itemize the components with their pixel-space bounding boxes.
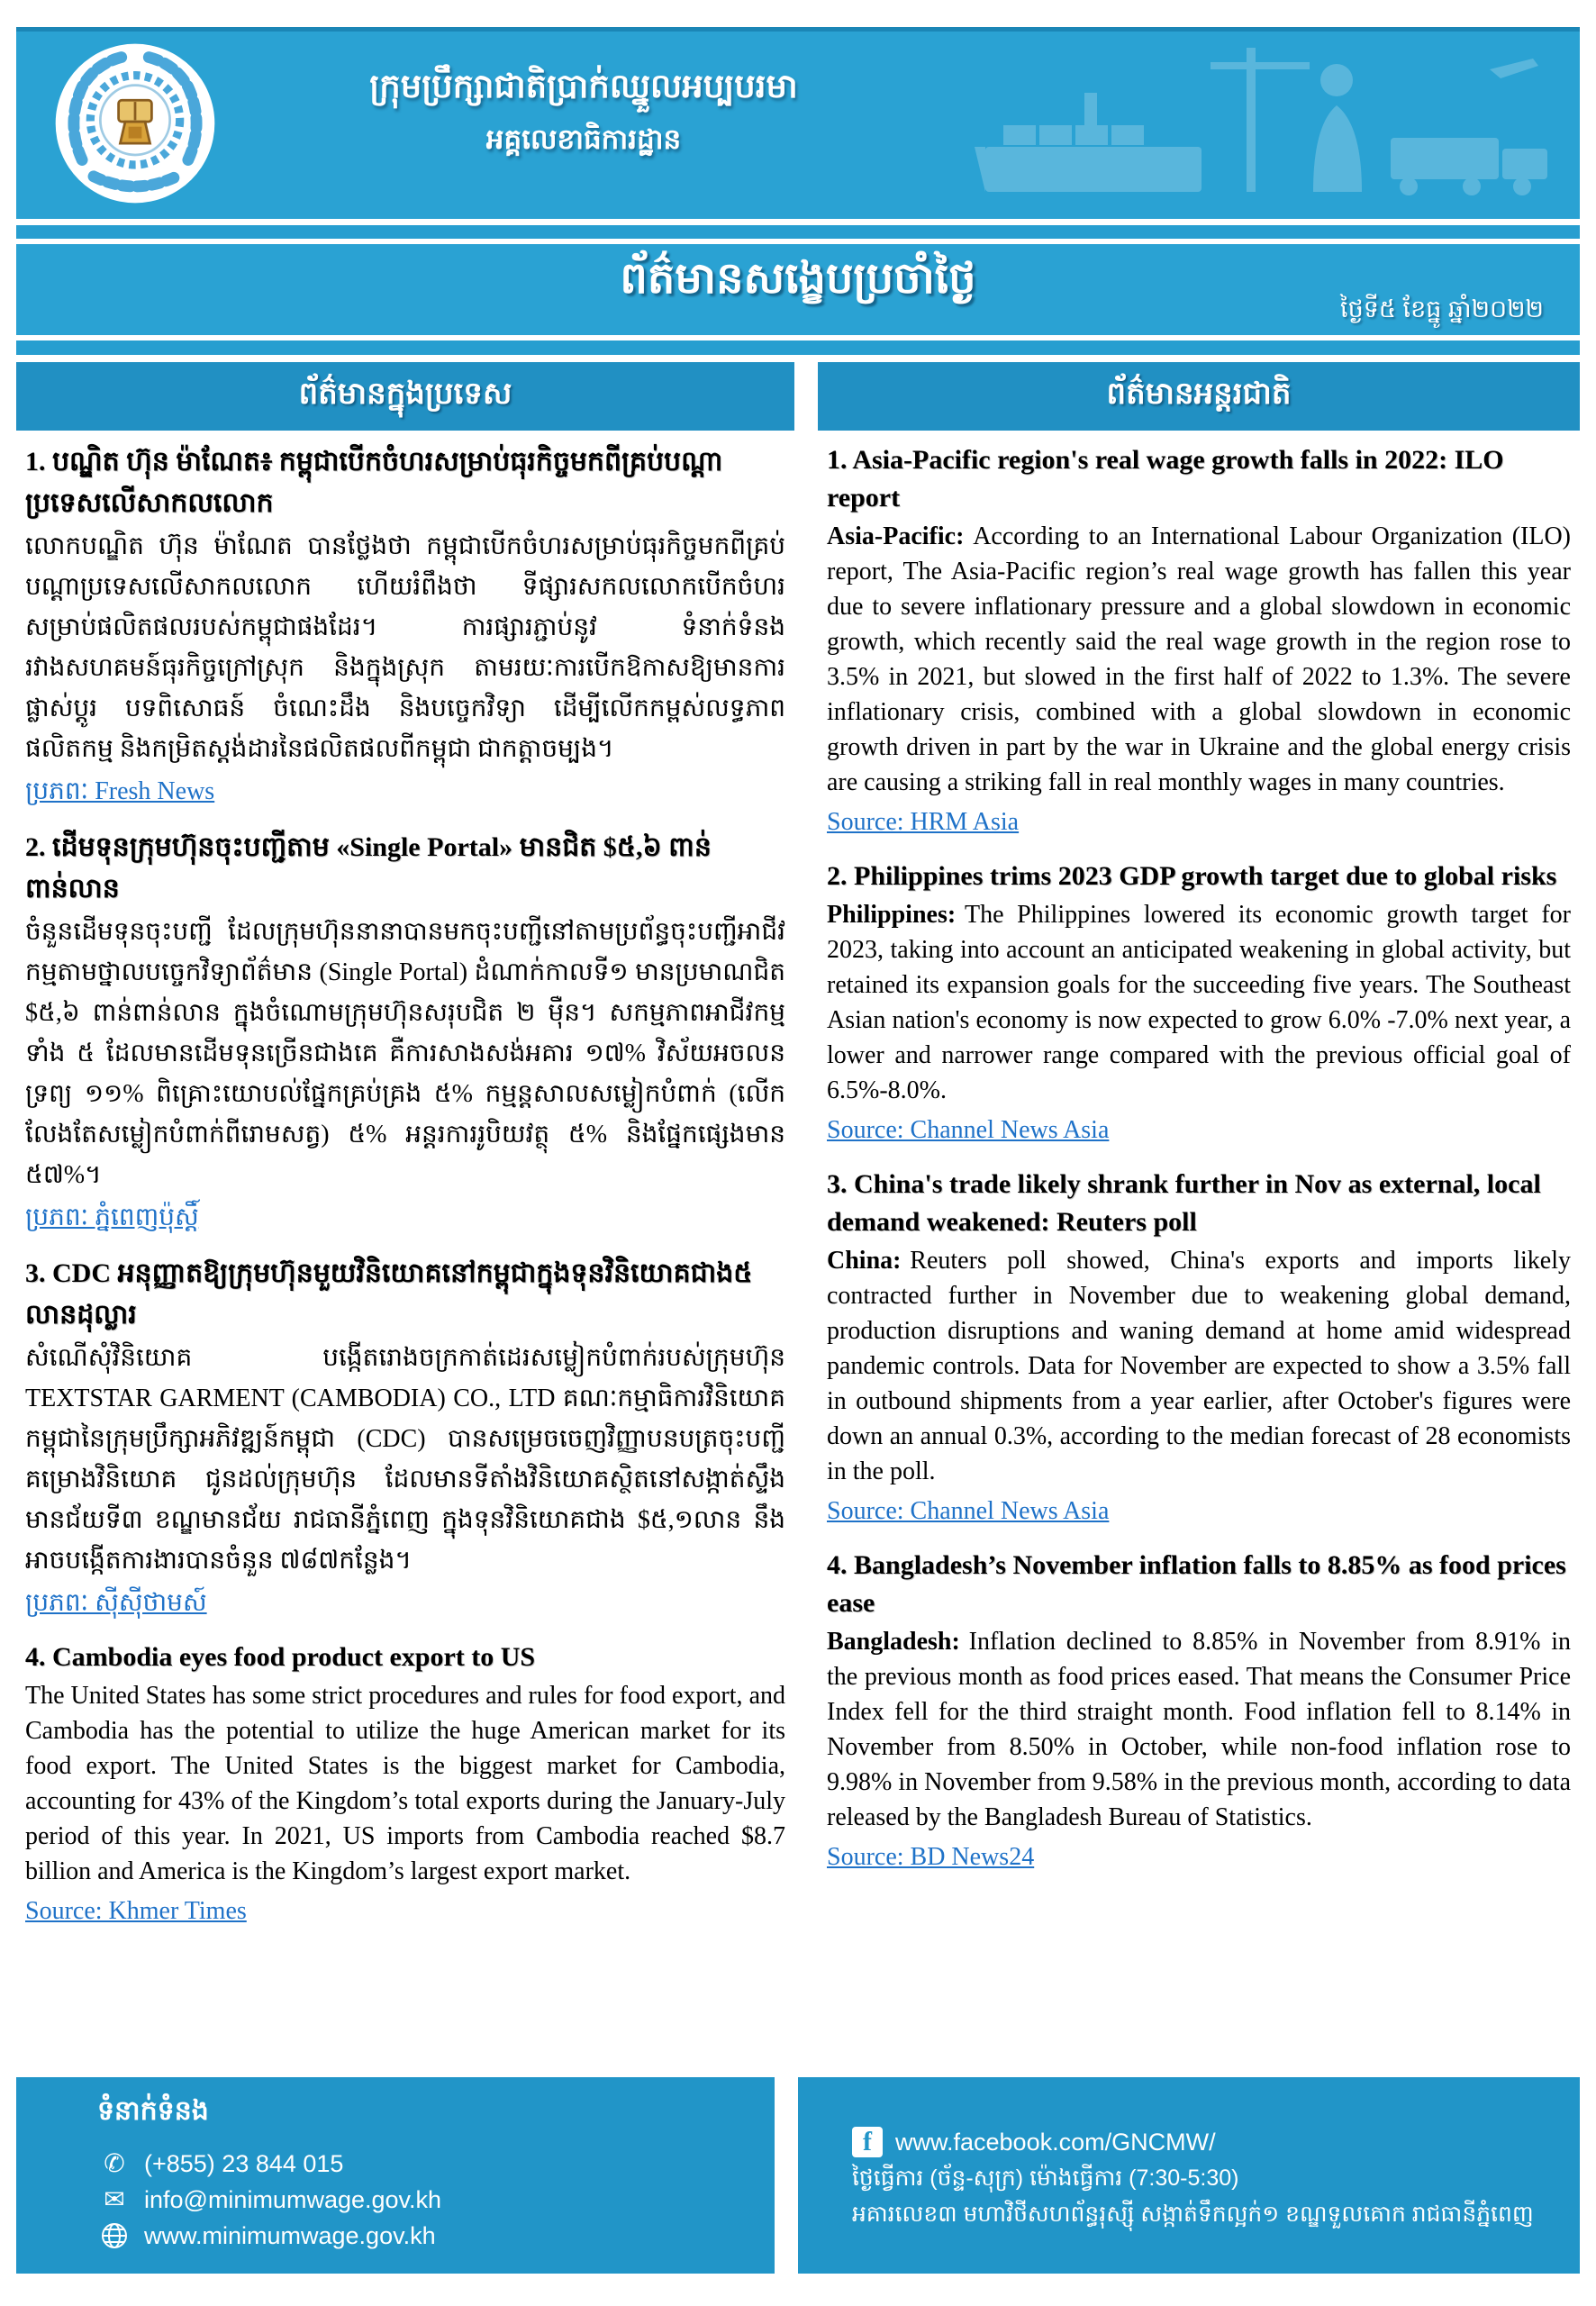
globe-icon — [97, 2222, 131, 2249]
article-lead: China: — [827, 1247, 902, 1275]
website-url[interactable]: www.minimumwage.gov.kh — [144, 2222, 436, 2249]
domestic-article-2 — [16, 827, 794, 1246]
article-source-link[interactable]: Source: HRM Asia — [827, 808, 1020, 836]
article-source-link[interactable]: ប្រភពៈ Fresh News — [25, 777, 215, 805]
domestic-news-header: ព័ត៌មានក្នុងប្រទេស — [16, 362, 794, 431]
email-row — [97, 2182, 775, 2218]
port-silhouette-graphic — [949, 39, 1580, 219]
article-title: 2. Philippines trims 2023 GDP growth target due to global risks — [827, 861, 1557, 891]
domestic-article-4 — [16, 1639, 794, 1939]
article-body — [827, 1624, 1571, 1835]
facebook-url[interactable]: www.facebook.com/GNCMW/ — [895, 2129, 1216, 2156]
international-article-4 — [818, 1547, 1580, 1885]
article-title: 3. China's trade likely shrank further in Nov as external, local demand weakened: Reuters poll — [827, 1169, 1541, 1237]
org-name-line2: អគ្គលេខាធិការដ្ឋាន — [485, 123, 682, 155]
article-title: 3. CDC អនុញ្ញាតឱ្យក្រុមហ៊ុនមួយវិនិយោគនៅកម្ពុជាក្នុងទុនវិនិយោគជាង៥ លានដុល្លារ — [25, 1258, 753, 1330]
international-news-header: ព័ត៌មានអន្តរជាតិ — [818, 362, 1580, 431]
phone-number: (+855) 23 844 015 — [144, 2150, 344, 2177]
website-row — [97, 2218, 775, 2254]
article-body — [827, 1243, 1571, 1489]
footer-social-block — [798, 2077, 1580, 2274]
org-logo-emblem — [52, 41, 218, 206]
facebook-icon: f — [852, 2127, 883, 2157]
org-logo — [52, 41, 218, 206]
domestic-article-3 — [16, 1253, 794, 1631]
working-hours-row — [852, 2160, 1580, 2196]
article-text: ចំនួនដើមទុនចុះបញ្ជី ដែលក្រុមហ៊ុននានាបានមកចុះបញ្ជីនៅតាមប្រព័ន្ធចុះបញ្ជីអាជីវកម្មតាមថ្នាលបច្ចេកវិទ្យាព័ត៌មាន (Single Portal) ដំណាក់កាលទី១ មានប្រមាណជិត $៥,៦ ពាន់ពាន់លាន ក្នុងចំណោមក្រុមហ៊ុនសរុបជិត ២ ម៉ឺន។ សកម្មភាពអាជីវកម្មទាំង ៥ ដែលមានដើមទុនច្រើនជាងគេ គឺការសាងសង់អគារ ១៧% វិស័យអចលនទ្រព្យ ១១% ពិគ្រោះយោបល់ផ្នែកគ្រប់គ្រង ៥% កម្មន្តសាលសម្លៀកបំពាក់ (លើកលែងតែសម្លៀកបំពាក់ពីរោមសត្វ) ៥% អន្តរការរូបិយវត្ថុ ៥% និងផ្នែកផ្សេងមាន ៥៧%។ — [25, 918, 785, 1189]
international-article-1 — [818, 441, 1580, 850]
article-lead: Philippines: — [827, 901, 957, 929]
article-title: 4. Cambodia eyes food product export to US — [25, 1642, 536, 1672]
article-title: 1. បណ្ឌិត ហ៊ុន ម៉ាណែត៖ កម្ពុជាបើកចំហរសម្រាប់ធុរកិច្ចមកពីគ្រប់បណ្តាប្រទេសលើសាកលលោក — [25, 447, 723, 518]
email-icon: ✉ — [104, 2185, 125, 2213]
title-bar — [16, 244, 1580, 335]
article-body — [827, 897, 1571, 1108]
article-text: សំណើសុំវិនិយោគ បង្កើតរោងចក្រកាត់ដេរសម្លៀកបំពាក់របស់ក្រុមហ៊ុន TEXTSTAR GARMENT (CAMBODIA) CO., LTD គណៈកម្មាធិការវិនិយោគកម្ពុជានៃក្រុមប្រឹក្សាអភិវឌ្ឍន៍កម្ពុជា (CDC) បានសម្រេចចេញវិញ្ញាបនបត្រចុះបញ្ជីគម្រោងវិនិយោគ ជូនដល់ក្រុមហ៊ុន ដែលមានទីតាំងវិនិយោគស្ថិតនៅសង្កាត់ស្ទឹងមានជ័យទី៣ ខណ្ឌមានជ័យ រាជធានីភ្នំពេញ ក្នុងទុនវិនិយោគជាង $៥,១លាន នឹងអាចបង្កើតការងារបានចំនួន ៧៨៧កន្លែង។ — [25, 1344, 785, 1575]
article-body — [25, 1338, 785, 1581]
divider-strip-bottom — [16, 340, 1580, 355]
org-name-line1: ក្រុមប្រឹក្សាជាតិប្រាក់ឈ្នួលអប្បបរមា — [369, 68, 798, 104]
working-hours: ថ្ងៃធ្វើការ (ច័ន្ទ-សុក្រ) ម៉ោងធ្វើការ (7:30-5:30) — [852, 2165, 1239, 2191]
domestic-news-column — [16, 362, 794, 2077]
header-banner — [16, 27, 1580, 219]
domestic-article-1 — [16, 441, 794, 820]
article-source-link[interactable]: Source: Channel News Asia — [827, 1497, 1110, 1525]
article-text: Inflation declined to 8.85% in November from 8.91% in the previous month as food prices eased. That means the Consumer Price Index fell for the third straight month. Food inflation fell to 8.14% in November from 8.50% in October, while non-food inflation rose to 9.98% in November from 9.58% in the previous month, according to data released by the Bangladesh Bureau of Statistics. — [827, 1628, 1571, 1831]
address-row — [852, 2196, 1580, 2232]
article-body — [827, 519, 1571, 800]
article-text: The United States has some strict procedures and rules for food export, and Cambodia has the potential to utilize the huge American market for its food export. The United States is the biggest market for Cambodia, accounting for 43% of the Kingdom’s total exports during the January-July period of this year. In 2021, US imports from Cambodia reached $8.7 billion and America is the Kingdom’s largest export market. — [25, 1682, 785, 1885]
article-title: 4. Bangladesh’s November inflation falls to 8.85% as food prices ease — [827, 1550, 1566, 1618]
article-text: Reuters poll showed, China's exports and imports likely contracted further in November due to weakening global demand, production disruptions and waning demand at home amid widespread pandemic controls. Data for November are expected to show a 3.5% fall in outbound shipments from a year earlier, after October's figures were down an annual 0.3%, according to the median forecast of 28 economists in the poll. — [827, 1247, 1571, 1485]
article-text: According to an International Labour Organization (ILO) report, The Asia-Pacific region’s real wage growth has fallen this year due to severe inflationary pressure and a global slowdown in economic growth, which recently said the real wage growth in the region rose to 3.5% in 2021, but slowed in the first half of 2022 to 1.3%. The severe inflationary crisis, combined with a global slowdown in economic growth driven in part by the war in Ukraine and the global energy crisis are causing a striking fall in real monthly wages in many countries. — [827, 522, 1571, 796]
email-address[interactable]: info@minimumwage.gov.kh — [144, 2186, 442, 2213]
international-news-column — [818, 362, 1580, 2077]
article-body — [25, 1678, 785, 1889]
office-address: អគារលេខ៣ មហាវិថីសហព័ន្ធរុស្ស៊ី សង្កាត់ទឹកល្អក់១ ខណ្ឌទួលគោក រាជធានីភ្នំពេញ — [852, 2202, 1534, 2227]
article-text: លោកបណ្ឌិត ហ៊ុន ម៉ាណែត បានថ្លែងថា កម្ពុជាបើកចំហរសម្រាប់ធុរកិច្ចមកពីគ្រប់បណ្តាប្រទេសលើសាកលលោក ហើយរំពឹងថា ទីផ្សារសកលលោកបើកចំហរ សម្រាប់ផលិតផលរបស់កម្ពុជាផងដែរ។ ការផ្សារភ្ជាប់នូវ ទំនាក់ទំនងរវាងសហគមន៍ធុរកិច្ចក្រៅស្រុក និងក្នុងស្រុក តាមរយៈការបើកឱកាសឱ្យមានការផ្លាស់ប្តូរ បទពិសោធន៍ ចំណេះដឹង និងបច្ចេកវិទ្យា ដើម្បីលើកកម្ពស់លទ្ធភាពផលិតកម្ម និងកម្រិតស្តង់ដារនៃផលិតផលពីកម្ពុជា ជាកត្តាចម្បង។ — [25, 532, 785, 763]
page-title: ព័ត៌មានសង្ខេបប្រចាំថ្ងៃ — [620, 255, 976, 303]
article-source-link[interactable]: Source: Khmer Times — [25, 1897, 247, 1925]
article-source-link[interactable]: Source: Channel News Asia — [827, 1116, 1110, 1144]
phone-row — [97, 2146, 775, 2182]
contact-heading: ទំនាក់ទំនង — [97, 2096, 209, 2126]
article-title: 1. Asia-Pacific region's real wage growth falls in 2022: ILO report — [827, 445, 1504, 513]
international-article-3 — [818, 1166, 1580, 1539]
article-lead: Asia-Pacific: — [827, 522, 965, 550]
issue-date: ថ្ងៃទី៥ ខែធ្នូ ឆ្នាំ២០២២ — [1340, 295, 1544, 322]
article-lead: Bangladesh: — [827, 1628, 960, 1656]
international-article-2 — [818, 858, 1580, 1158]
article-body — [25, 912, 785, 1195]
footer-contact-block — [16, 2077, 775, 2274]
divider-strip-top — [16, 225, 1580, 239]
article-text: The Philippines lowered its economic growth target for 2023, taking into account an anticipated weakening in global activity, but retained its expansion goals for the succeeding five years. The Southeast Asian nation's economy is now expected to grow 6.0% -7.0% next year, a lower and narrower range compared with the previous official goal of 6.5%-8.0%. — [827, 901, 1571, 1104]
facebook-row — [852, 2124, 1580, 2160]
phone-icon: ✆ — [104, 2149, 125, 2177]
org-name-block — [241, 59, 926, 165]
article-body — [25, 526, 785, 769]
article-source-link[interactable]: ប្រភពៈ ស៊ីស៊ីថាមស៍ — [25, 1589, 207, 1617]
article-source-link[interactable]: ប្រភពៈ ភ្នំពេញប៉ុស្តិ៍ — [25, 1203, 199, 1231]
article-title: 2. ដើមទុនក្រុមហ៊ុនចុះបញ្ជីតាម «Single Portal» មានជិត $៥,៦ ពាន់ពាន់លាន — [25, 832, 712, 903]
article-source-link[interactable]: Source: BD News24 — [827, 1843, 1035, 1871]
